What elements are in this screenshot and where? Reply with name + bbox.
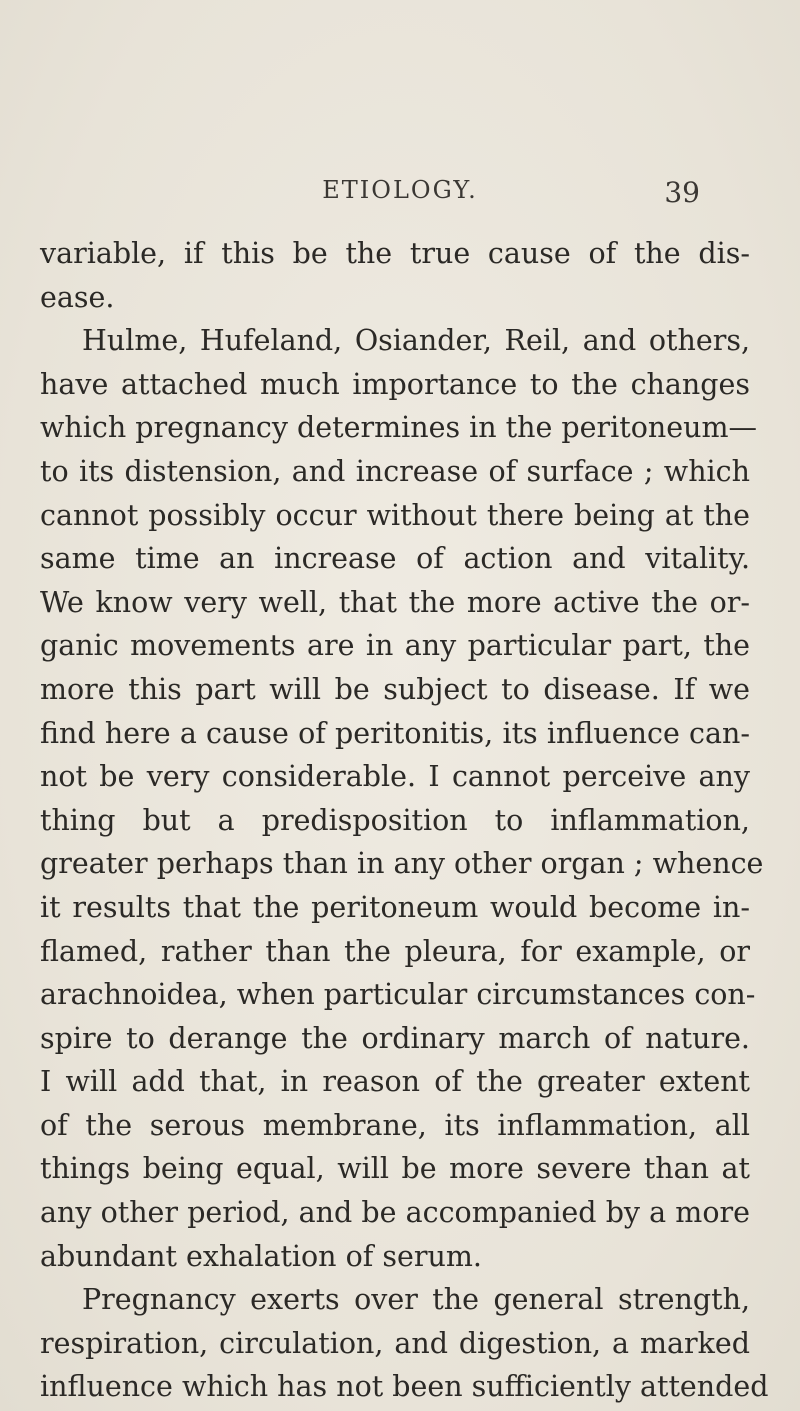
text-line: of the serous membrane, its inflammation, all [40,1108,750,1142]
text-line: things being equal, will be more severe than at [40,1152,750,1186]
text-line: We know very well, that the more active the or- [40,585,750,619]
paragraph-2 [40,319,764,1278]
text-line: variable, if this be the true cause of the dis- [40,237,750,270]
text-line: ease. [40,280,115,314]
paragraph-1 [40,232,750,319]
text-line: I will add that, in reason of the greater extent [40,1065,750,1099]
text-line: greater perhaps than in any other organ ; whence [40,847,764,881]
page-header [100,176,700,216]
body-text [40,232,769,1409]
text-line: have attached much importance to the changes [40,367,750,401]
text-line: more this part will be subject to disease. If we [40,672,750,706]
text-line: any other period, and be accompanied by a more [40,1196,750,1230]
text-line: Pregnancy exerts over the general strength, [82,1283,750,1317]
text-line: not be very considerable. I cannot perceive any [40,760,750,794]
text-line: which pregnancy determines in the peritoneum— [40,411,757,445]
text-line: cannot possibly occur without there being at the [40,498,750,532]
text-line: same time an increase of action and vitality. [40,542,750,576]
text-line: flamed, rather than the pleura, for example, or [40,934,750,968]
text-line: ganic movements are in any particular part, the [40,629,750,663]
text-line: thing but a predisposition to inflammation, [40,803,750,837]
text-line: influence which has not been sufficiently attended [40,1370,769,1404]
page-number: 39 [664,176,700,209]
running-head: ETIOLOGY. [322,176,478,204]
text-line: Hulme, Hufeland, Osiander, Reil, and others, [82,324,750,358]
text-line: respiration, circulation, and digestion, a marked [40,1326,750,1360]
paragraph-3 [40,1278,769,1409]
text-line: spire to derange the ordinary march of nature. [40,1021,750,1055]
text-line: abundant exhalation of serum. [40,1239,482,1273]
text-line: arachnoidea, when particular circumstances con- [40,978,756,1012]
text-line: find here a cause of peritonitis, its influence can- [40,716,750,750]
text-line: to its distension, and increase of surface ; which [40,454,750,488]
text-line: it results that the peritoneum would become in- [40,890,750,924]
